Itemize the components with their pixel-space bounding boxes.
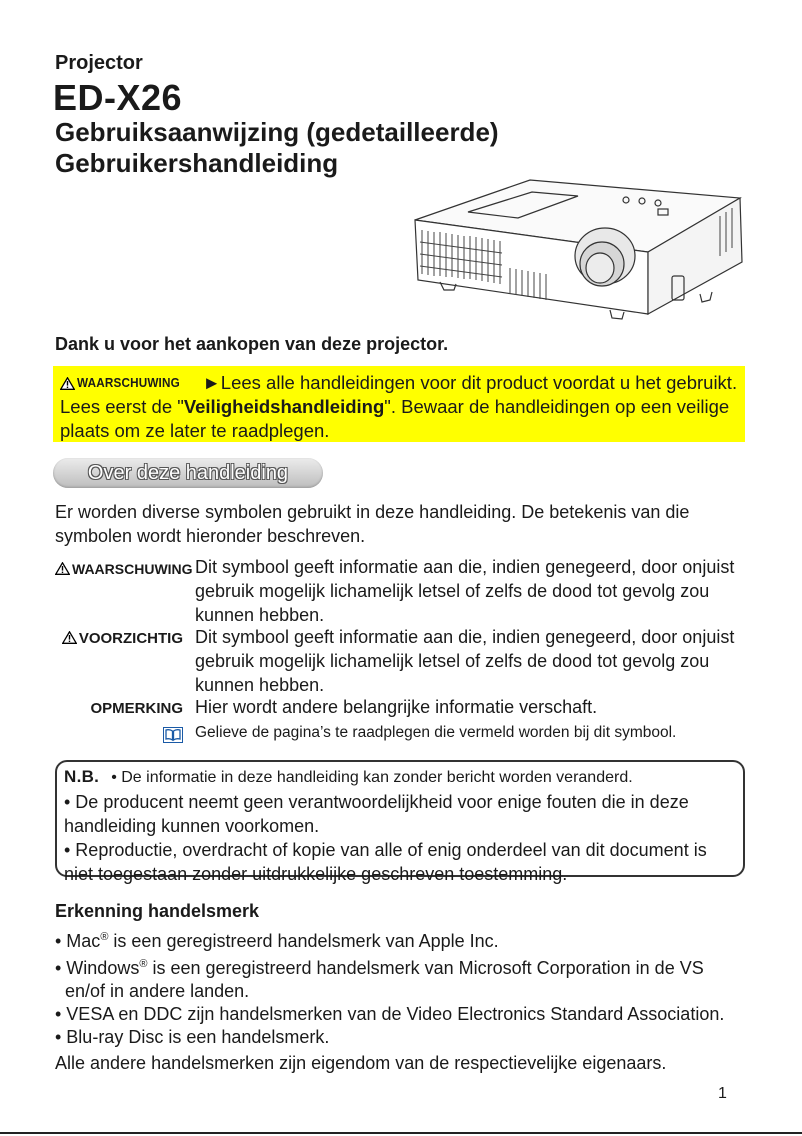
warning-triangle-icon bbox=[60, 377, 75, 390]
warning-bold-term: Veiligheidshandleiding bbox=[183, 396, 385, 417]
arrow-icon: ► bbox=[202, 372, 221, 393]
symbol-row-warning bbox=[55, 555, 755, 627]
warning-text-end: ". Bewaar de handleidingen op een veilige plaats om ze later te raadplegen. bbox=[60, 396, 730, 441]
model-title: ED-X26 bbox=[53, 77, 183, 118]
trademark-bluray: • Blu-ray Disc is een handelsmerk. bbox=[55, 1027, 330, 1047]
warning-text-start: Lees alle handleidingen voor dit product voordat u het gebruikt. Lees eerst de " bbox=[60, 372, 738, 417]
section-title: Over deze handleiding bbox=[53, 458, 323, 488]
bottom-rule bbox=[0, 1132, 802, 1134]
nb-item-3: • Reproductie, overdracht of kopie van alle of enig onderdeel van dit document is niet toegestaan zonder uitdrukkelijke geschreven toestemming. bbox=[64, 840, 707, 884]
warning-box bbox=[53, 366, 745, 442]
warning-triangle-icon bbox=[55, 562, 70, 575]
thanks-line: Dank u voor het aankopen van deze projector. bbox=[55, 334, 449, 354]
warning-label: WAARSCHUWING bbox=[77, 375, 180, 390]
trademark-others: Alle andere handelsmerken zijn eigendom van de respectievelijke eigenaars. bbox=[55, 1053, 667, 1073]
symbol-label-caution: VOORZICHTIG bbox=[55, 627, 183, 651]
nb-item-2: • De producent neemt geen verantwoordelijkheid voor enige fouten die in deze handleiding kunnen voorkomen. bbox=[64, 792, 689, 836]
symbol-text-caution: Dit symbool geeft informatie aan die, indien genegeerd, door onjuist gebruik mogelijk lichamelijk letsel of zelfs de dood tot gevolg zou kunnen hebben. bbox=[195, 627, 735, 695]
nb-box bbox=[55, 760, 745, 884]
symbol-row-caution bbox=[55, 625, 755, 697]
page-number: 1 bbox=[718, 1085, 727, 1102]
trademark-windows-cont: en/of in andere landen. bbox=[65, 981, 250, 1001]
trademark-windows: • Windows® is een geregistreerd handelsmerk van Microsoft Corporation in de VS bbox=[55, 958, 704, 978]
symbol-label-reference bbox=[55, 724, 183, 748]
symbol-row-note bbox=[55, 695, 755, 721]
trademark-mac: • Mac® is een geregistreerd handelsmerk van Apple Inc. bbox=[55, 931, 499, 951]
trademark-vesa: • VESA en DDC zijn handelsmerken van de Video Electronics Standard Association. bbox=[55, 1004, 725, 1024]
symbol-label-note: OPMERKING bbox=[90, 700, 183, 717]
document-category: Projector bbox=[55, 52, 143, 74]
caution-triangle-icon bbox=[62, 631, 77, 644]
intro-paragraph: Er worden diverse symbolen gebruikt in deze handleiding. De betekenis van die symbolen wordt hieronder beschreven. bbox=[55, 502, 690, 546]
symbol-label-warning: WAARSCHUWING bbox=[55, 557, 183, 581]
projector-illustration bbox=[410, 176, 750, 331]
symbol-text-warning: Dit symbool geeft informatie aan die, indien genegeerd, door onjuist gebruik mogelijk lichamelijk letsel of zelfs de dood tot gevolg zou kunnen hebben. bbox=[195, 557, 735, 625]
trademarks-title: Erkenning handelsmerk bbox=[55, 901, 260, 921]
symbol-text-note: Hier wordt andere belangrijke informatie verschaft. bbox=[195, 697, 598, 717]
subtitle-detailed: Gebruiksaanwijzing (gedetailleerde) bbox=[55, 117, 499, 147]
symbol-text-reference: Gelieve de pagina’s te raadplegen die vermeld worden bij dit symbool. bbox=[195, 724, 677, 741]
symbol-row-reference bbox=[55, 721, 755, 747]
trademarks-list bbox=[55, 926, 755, 1075]
nb-label: N.B. bbox=[64, 767, 100, 786]
nb-item-1: • De informatie in deze handleiding kan zonder bericht worden veranderd. bbox=[111, 769, 633, 786]
subtitle-manual: Gebruikershandleiding bbox=[55, 148, 339, 178]
book-icon bbox=[163, 727, 183, 743]
